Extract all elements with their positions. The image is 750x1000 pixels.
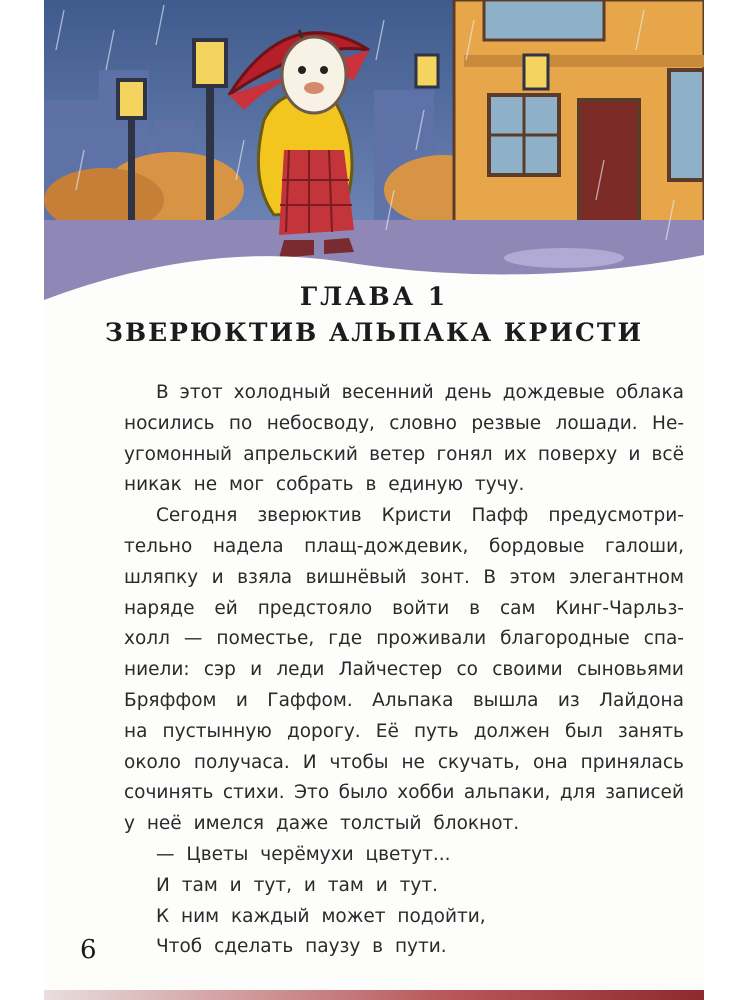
- text-line: около получаса. И чтобы не скучать, она принялась: [124, 751, 684, 773]
- verse-line: Чтоб сделать паузу в пути.: [156, 936, 447, 958]
- text-line: холл — поместье, где проживали благородные спа-: [124, 628, 684, 650]
- text-line: ниели: сэр и леди Лайчестер со своими сыновьями: [124, 659, 684, 681]
- building: [454, 0, 704, 230]
- page-number: 6: [80, 935, 97, 965]
- text-line: Сегодня зверюктив Кристи Пафф предусмотри-: [156, 505, 684, 527]
- page-bottom-edge: [44, 990, 704, 1000]
- book-page: [44, 0, 704, 1000]
- puddle: [504, 248, 624, 268]
- text-line: угомонный апрельский ветер гонял их поверху и всё: [124, 443, 684, 465]
- chapter-illustration: [44, 0, 704, 310]
- text-line: сочинять стихи. Это было хобби альпаки, для записей: [124, 782, 684, 804]
- text-line: тельно надела плащ-дождевик, бордовые галоши,: [124, 535, 684, 557]
- text-line: носились по небосводу, словно резвые лошади. Не-: [124, 412, 684, 434]
- chapter-number: ГЛАВА 1: [299, 282, 449, 311]
- verse-line: — Цветы черёмухи цветут...: [156, 843, 451, 865]
- chapter-title: ЗВЕРЮКТИВ АЛЬПАКА КРИСТИ: [104, 318, 644, 347]
- text-line: В этот холодный весенний день дождевые облака: [156, 382, 684, 403]
- text-line: шляпку и взяла вишнёвый зонт. В этом элегантном: [124, 566, 684, 588]
- verse-line: К ним каждый может подойти,: [156, 905, 486, 927]
- text-line: наряде ей предстояло войти в сам Кинг-Чарльз-: [124, 597, 684, 619]
- text-line: на пустынную дорогу. Её путь должен был занять: [124, 720, 684, 742]
- text-line: Бряффом и Гаффом. Альпака вышла из Лайдона: [124, 689, 684, 711]
- text-line: никак не мог собрать в единую тучу.: [124, 474, 525, 496]
- text-line: у неё имелся даже толстый блокнот.: [124, 813, 520, 835]
- verse-line: И там и тут, и там и тут.: [156, 874, 438, 896]
- chapter-body-text: [124, 378, 684, 963]
- rainy-street-alpaca-illustration: [44, 0, 704, 310]
